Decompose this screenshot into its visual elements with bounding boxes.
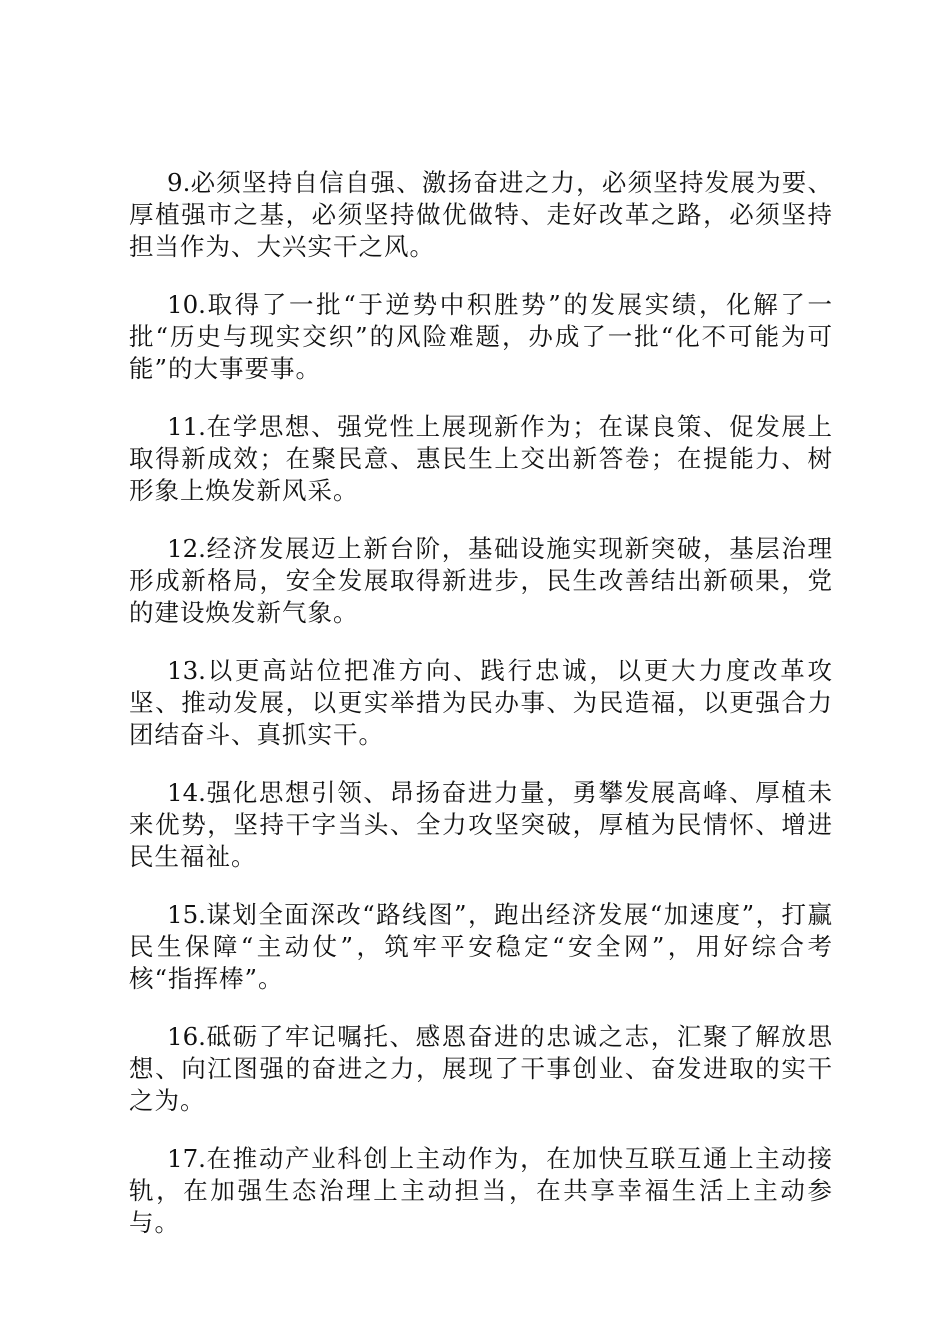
list-item [129,1021,833,1117]
item-text: 强化思想引领、昂扬奋进力量，勇攀发展高峰、厚植未来优势，坚持干字当头、全力攻坚突破，厚植为民情怀、增进民生福祉。 [129,778,833,871]
item-text: 必须坚持自信自强、激扬奋进之力，必须坚持发展为要、厚植强市之基，必须坚持做优做特、走好改革之路，必须坚持担当作为、大兴实干之风。 [129,168,833,261]
list-item [129,411,833,507]
list-item [129,289,833,385]
list-item [129,1143,833,1239]
item-text: 谋划全面深改“路线图”，跑出经济发展“加速度”，打赢民生保障“主动仗”，筑牢平安稳定“安全网”，用好综合考核“指挥棒”。 [129,900,833,993]
item-number: 14. [167,778,206,807]
item-text: 取得了一批“于逆势中积胜势”的发展实绩，化解了一批“历史与现实交织”的风险难题，办成了一批“化不可能为可能”的大事要事。 [129,290,833,383]
list-item [129,167,833,263]
item-text: 砥砺了牢记嘱托、感恩奋进的忠诚之志，汇聚了解放思想、向江图强的奋进之力，展现了干事创业、奋发进取的实干之为。 [129,1022,833,1115]
item-text: 在推动产业科创上主动作为，在加快互联互通上主动接轨，在加强生态治理上主动担当，在共享幸福生活上主动参与。 [129,1144,833,1237]
item-number: 9. [167,168,191,197]
item-number: 16. [167,1022,206,1051]
item-text: 以更高站位把准方向、践行忠诚，以更大力度改革攻坚、推动发展，以更实举措为民办事、为民造福，以更强合力团结奋斗、真抓实干。 [129,656,833,749]
list-item [129,899,833,995]
document-body [129,167,833,1265]
item-text: 在学思想、强党性上展现新作为；在谋良策、促发展上取得新成效；在聚民意、惠民生上交出新答卷；在提能力、树形象上焕发新风采。 [129,412,833,505]
list-item [129,533,833,629]
list-item [129,655,833,751]
item-number: 12. [167,534,206,563]
item-number: 11. [167,412,206,441]
item-number: 13. [167,656,206,685]
item-text: 经济发展迈上新台阶，基础设施实现新突破，基层治理形成新格局，安全发展取得新进步，民生改善结出新硕果，党的建设焕发新气象。 [129,534,833,627]
item-number: 15. [167,900,206,929]
list-item [129,777,833,873]
item-number: 10. [167,290,206,319]
item-number: 17. [167,1144,206,1173]
